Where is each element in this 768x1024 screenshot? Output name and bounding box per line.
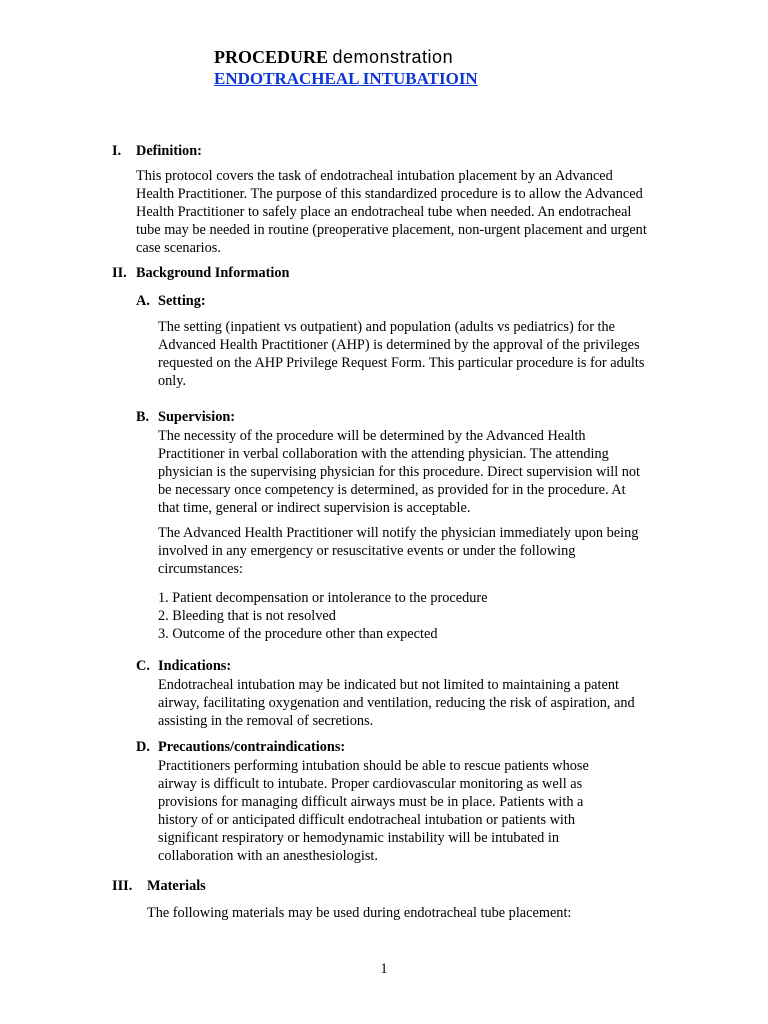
subsection-b-body-2: The Advanced Health Practitioner will notify the physician immediately upon being involved in any emergency or resuscitative events or under the following circumstances: (158, 525, 639, 577)
section-1-heading: I. Definition: (112, 143, 202, 159)
title-rest: demonstration (332, 47, 454, 67)
subsection-b-heading: B. Supervision: (136, 409, 236, 425)
section-2-heading: II. Background Information (112, 265, 290, 281)
notification-list (158, 589, 488, 643)
title-subtitle: ENDOTRACHEAL INTUBATIOIN (214, 69, 478, 88)
list-item: 3. Outcome of the procedure other than expected (158, 626, 438, 642)
section-3-heading: III. Materials (112, 878, 206, 894)
section-3-body: The following materials may be used during endotracheal tube placement: (147, 905, 572, 921)
subsection-d-body: Practitioners performing intubation should be able to rescue patients whose airway is difficult to intubate. Proper cardiovascular monitoring as well as provisions for managing difficult airways must be in place. Patients with a history of or anticipated difficult endotracheal intubation or patients with significant respiratory or hemodynamic instability will be intubated in collaboration with an anesthesiologist. (158, 758, 589, 864)
title-line (214, 46, 544, 68)
subsection-b-body-1: The necessity of the procedure will be determined by the Advanced Health Practitioner in verbal collaboration with the attending physician. The attending physician is the supervising physician for this procedure. Direct supervision will not be necessary once competency is determined, as provided for in the procedure. At that time, general or indirect supervision is acceptable. (158, 428, 641, 516)
subsection-d-heading: D. Precautions/contraindications: (136, 739, 346, 755)
list-item: 1. Patient decompensation or intolerance to the procedure (158, 590, 488, 606)
list-item: 2. Bleeding that is not resolved (158, 608, 336, 624)
subsection-a-heading: A. Setting: (136, 293, 206, 309)
document-title (214, 46, 544, 90)
subsection-c-body: Endotracheal intubation may be indicated but not limited to maintaining a patent airway, facilitating oxygenation and ventilation, reducing the risk of aspiration, and assisting in the removal of secretions. (158, 677, 635, 729)
page-number: 1 (380, 961, 388, 977)
subsection-a-body: The setting (inpatient vs outpatient) and population (adults vs pediatrics) for the Advanced Health Practitioner (AHP) is determined by the approval of the privileges requested on the AHP Privilege Request Form. This particular procedure is for adults only. (158, 319, 645, 389)
section-1-body: This protocol covers the task of endotracheal intubation placement by an Advanced Health Practitioner. The purpose of this standardized procedure is to allow the Advanced Health Practitioner to safely place an endotracheal tube when needed. An endotracheal tube may be needed in routine (preoperative placement, non-urgent placement and urgent case scenarios. (136, 168, 647, 256)
subsection-c-heading: C. Indications: (136, 658, 232, 674)
title-bold: PROCEDURE (214, 47, 329, 67)
